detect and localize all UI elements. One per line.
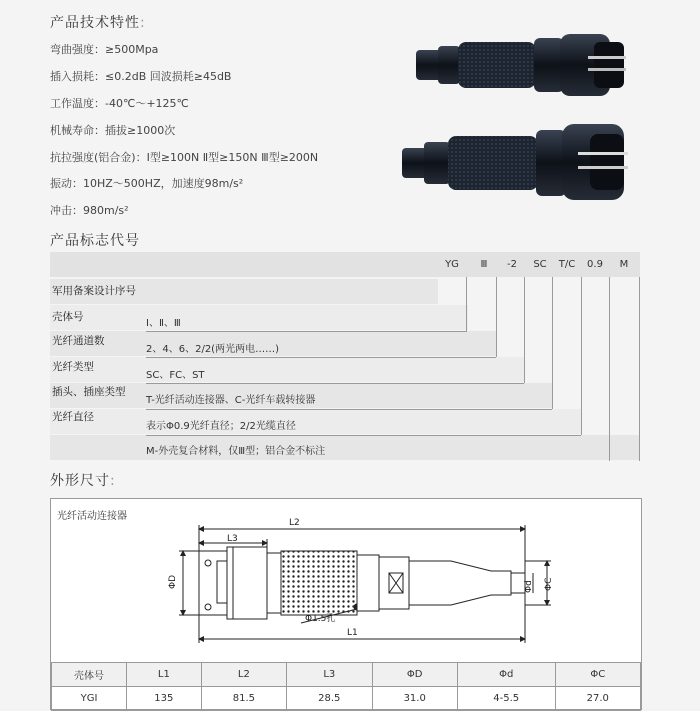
code-row [50,357,524,382]
dimension-panel [50,498,642,710]
table-header-cell: L2 [201,663,286,687]
table-header-cell: ΦC [555,663,640,687]
code-part: M [619,259,629,270]
code-row-value: Ⅰ、Ⅱ、Ⅲ [146,318,181,329]
dims-title: 外形尺寸: [50,473,116,489]
code-connector-line [524,277,525,383]
code-part: 0.9 [587,259,603,270]
code-row [50,435,640,460]
code-row-label: 壳体号 [52,311,84,323]
dim-label-small-d: Φd [524,580,534,593]
code-connector-line [552,277,553,409]
code-connector-line [146,357,496,358]
code-row-label: 光纤类型 [52,361,94,373]
table-header-cell: ΦD [372,663,457,687]
dim-label-l2: L2 [289,518,300,528]
code-part: -2 [507,259,517,270]
code-row-label: 光纤通道数 [52,335,105,347]
table-header-cell: 壳体号 [52,663,127,687]
code-part: T/C [558,259,576,270]
table-header-cell: L3 [287,663,372,687]
table-cell: 31.0 [372,687,457,711]
code-row-value: 表示Φ0.9光纤直径；2/2光缆直径 [146,421,296,432]
code-row-label: 光纤直径 [52,411,94,423]
table-row [52,687,641,711]
spec-line: 插入损耗：≤0.2dB 回波损耗≥45dB [50,70,232,83]
table-header-row [52,663,641,687]
table-cell: 4-5.5 [457,687,555,711]
code-title: 产品标志代号 [50,233,140,249]
code-part: SC [533,259,547,270]
code-row-value: T-光纤活动连接器、C-光纤车载转接器 [146,395,316,406]
dim-label-c: ΦC [544,577,554,591]
dimension-drawing [51,499,641,659]
spec-line: 工作温度：-40℃～+125℃ [50,97,189,110]
code-connector-line [609,277,610,461]
drawing-caption: 光纤活动连接器 [57,511,127,522]
spec-line: 冲击：980m/s² [50,204,129,217]
connector-upper [416,34,626,96]
code-connector-line [146,435,581,436]
connector-lower [402,124,628,200]
code-connector-line [496,277,497,357]
code-row-value: SC、FC、ST [146,370,205,381]
spec-line: 振动：10HZ～500HZ，加速度98m/s² [50,177,244,190]
code-row-value: M-外壳复合材料，仅Ⅲ型；铝合金不标注 [146,446,326,457]
features-title: 产品技术特性: [50,15,146,31]
dim-label-d: ΦD [168,574,178,589]
dim-label-hole: Φ1.5孔 [305,614,336,624]
code-part: YG [445,259,459,270]
spec-line: 机械寿命：插拔≥1000次 [50,124,176,137]
spec-line: 弯曲强度：≥500Mpa [50,43,159,56]
code-connector-line [146,383,524,384]
code-part: Ⅲ [480,259,488,270]
spec-line: 抗拉强度(铝合金)：Ⅰ型≥100N Ⅱ型≥150N Ⅲ型≥200N [50,151,319,164]
dimension-table [51,662,641,711]
code-connector-line [146,331,466,332]
table-cell: 135 [127,687,202,711]
code-connector-line [146,409,552,410]
code-row [50,305,468,330]
table-cell: 27.0 [555,687,640,711]
code-connector-line [639,277,640,461]
dim-label-l1: L1 [347,628,358,638]
table-cell: 28.5 [287,687,372,711]
code-connector-line [581,277,582,435]
code-row [50,409,582,434]
table-header-cell: Φd [457,663,555,687]
table-cell: YGⅠ [52,687,127,711]
dim-label-l3: L3 [227,534,238,544]
product-code-diagram [50,252,640,462]
connector-photo [398,22,638,212]
code-row-label: 插头、插座类型 [52,386,126,398]
table-cell: 81.5 [201,687,286,711]
table-header-cell: L1 [127,663,202,687]
code-row-label: 军用备案设计序号 [52,285,136,297]
code-row-value: 2、4、6、2/2(两光两电……) [146,344,279,355]
code-connector-line [466,277,467,332]
